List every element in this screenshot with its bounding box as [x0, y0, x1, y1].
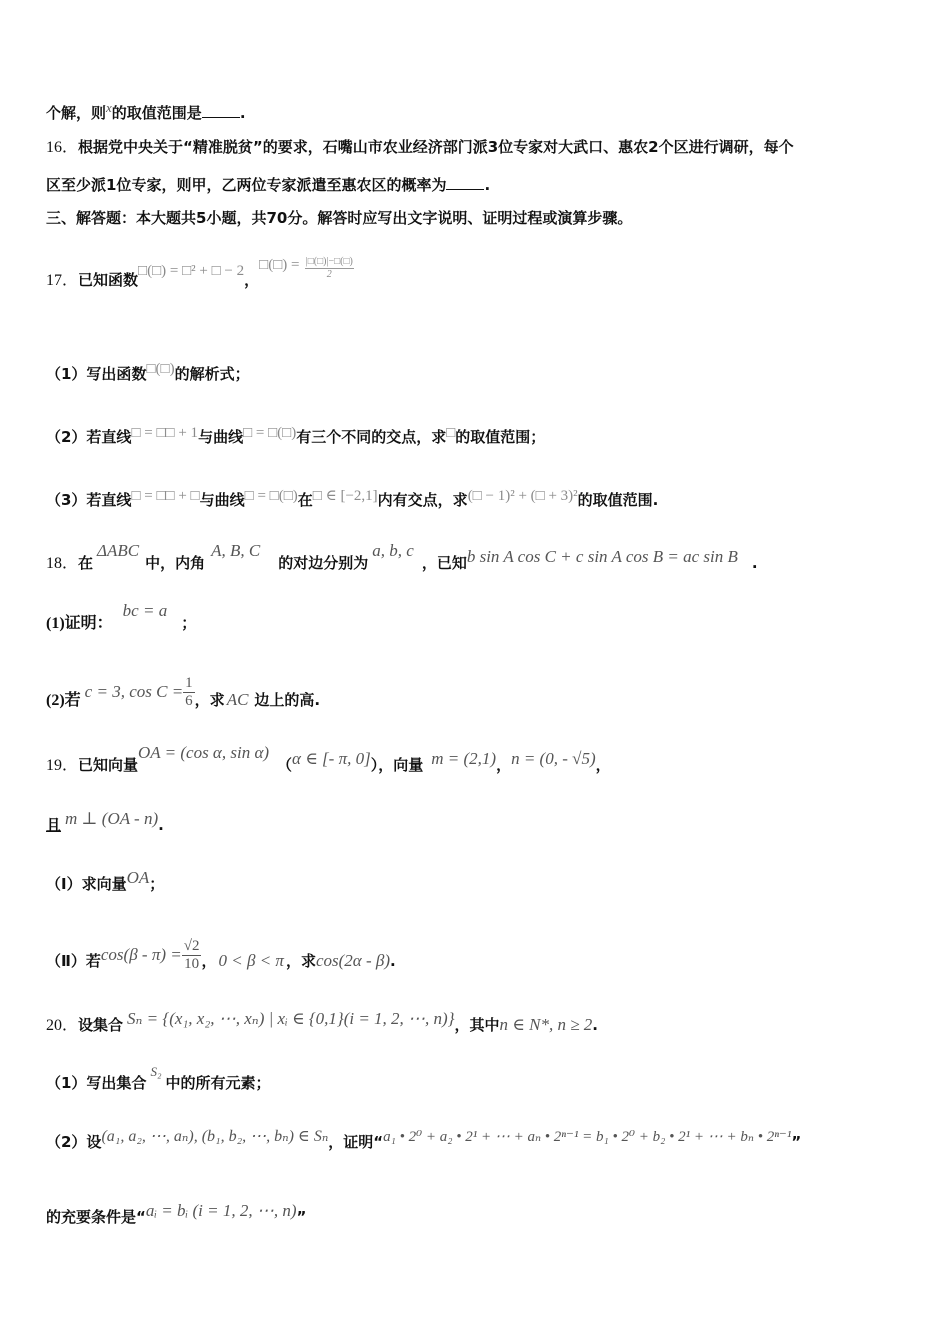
q16-line1 — [46, 137, 794, 158]
math: 0 < β < π — [218, 951, 284, 970]
math: aᵢ = bᵢ (i = 1, 2, ⋯, n) — [145, 1201, 297, 1220]
part-label: (2)若 — [46, 692, 81, 709]
text: 的取值范围. — [577, 491, 659, 509]
part-label: (1)证明： — [46, 615, 113, 632]
part-label: 的充要条件是“ — [46, 1208, 146, 1226]
math: bc = a — [122, 601, 168, 620]
math: c = 3, cos C = — [84, 682, 184, 701]
q17-part3 — [46, 490, 658, 511]
denominator: 6 — [185, 693, 193, 709]
q20-part2 — [46, 1128, 802, 1153]
formula-f: □(□) = □² + □ − 2 — [138, 263, 245, 279]
question-number: 20． — [46, 1017, 79, 1034]
math: S₂ — [150, 1064, 162, 1079]
question-number: 17． — [46, 272, 79, 289]
q18-part1 — [46, 601, 197, 634]
q20-part3 — [46, 1201, 307, 1227]
q17-part2 — [46, 427, 545, 448]
text: ， — [595, 756, 611, 774]
q17-part1 — [46, 361, 250, 385]
q18-line — [46, 541, 758, 574]
text: ，求 — [194, 691, 225, 709]
part-label: （1）写出集合 — [46, 1074, 147, 1092]
question-text: 根据党中央关于“精准脱贫”的要求，石嘴山市农业经济部门派3位专家对大武口、惠农2个区进行调研，每个 — [78, 138, 794, 156]
math: cos(β - π) = — [100, 945, 182, 964]
text: ” — [791, 1133, 802, 1151]
formula: □ — [446, 425, 456, 441]
text: ， — [496, 756, 512, 774]
text: 内有交点，求 — [377, 491, 468, 509]
formula-g-fraction — [305, 256, 354, 281]
denominator: 10 — [184, 956, 200, 972]
math: ΔABC — [97, 541, 140, 560]
math: A, B, C — [211, 541, 261, 560]
text: ； — [149, 875, 165, 893]
answer-blank — [446, 175, 484, 190]
text: ，已知 — [421, 554, 467, 572]
formula: □ = □□ + □ — [131, 488, 200, 504]
text: 中，内角 — [145, 554, 206, 572]
section-header: 三、解答题：本大题共5小题，共70分。解答时应写出文字说明、证明过程或演算步骤。 — [46, 209, 633, 227]
math: n ∈ N*, n ≥ 2 — [499, 1015, 593, 1034]
question-number: 19． — [46, 757, 79, 774]
numerator: 1 — [185, 675, 193, 691]
math: a, b, c — [372, 541, 414, 560]
text: 的取值范围是 — [111, 104, 202, 122]
numerator: √2 — [183, 938, 200, 954]
text: . — [158, 816, 164, 834]
text: ），向量 — [370, 756, 424, 774]
question-text: 已知函数 — [78, 271, 139, 289]
text: 与曲线 — [199, 491, 245, 509]
formula: □ = □(□) — [243, 425, 297, 441]
formula: □ = □□ + 1 — [131, 425, 199, 441]
formula: (□ − 1)² + (□ + 3)² — [467, 488, 578, 504]
text: . — [751, 554, 758, 572]
q16-line2 — [46, 175, 490, 195]
q19-line1 — [46, 743, 611, 776]
formula: □ ∈ [−2,1] — [312, 488, 378, 504]
math: cos(2α - β) — [315, 951, 390, 970]
formula-g-lhs: □(□) = — [259, 257, 300, 273]
text: 已知向量 — [78, 756, 139, 774]
q19-part2 — [46, 938, 396, 979]
q18-part2 — [46, 675, 321, 718]
numerator: |□(□)|−□(□) — [305, 256, 353, 267]
math: m ⊥ (OA - n) — [65, 809, 159, 828]
math: b sin A cos C + c sin A cos B = ac sin B — [466, 547, 738, 566]
q19-line2 — [46, 809, 164, 835]
text: 的解析式； — [174, 365, 250, 383]
text: （ — [277, 756, 293, 774]
text: 设集合 — [78, 1016, 124, 1034]
text: ， — [244, 271, 260, 289]
text: 的取值范围； — [455, 428, 546, 446]
math: AC — [226, 690, 249, 709]
text: ，其中 — [454, 1016, 500, 1034]
math: m = (2,1) — [431, 749, 497, 768]
question-text: 区至少派1位专家，则甲，乙两位专家派遣至惠农区的概率为 — [46, 176, 447, 194]
text: . — [239, 104, 246, 122]
part-label: （Ⅰ）求向量 — [46, 875, 127, 893]
q19-part1 — [46, 868, 165, 894]
answer-blank — [202, 103, 240, 118]
text: 在 — [297, 491, 313, 509]
text: 有三个不同的交点，求 — [296, 428, 447, 446]
q15-tail-line — [46, 100, 246, 124]
text: 与曲线 — [198, 428, 244, 446]
formula: □(□) — [146, 361, 175, 377]
text: 且 — [46, 816, 62, 834]
part-label: （1）写出函数 — [46, 365, 147, 383]
formula: □ = □(□) — [244, 488, 298, 504]
math: OA = (cos α, sin α) — [138, 743, 270, 762]
text: ； — [181, 614, 197, 632]
text: 在 — [78, 554, 94, 572]
text: . — [390, 952, 396, 970]
part-label: （2）若直线 — [46, 428, 132, 446]
text: 中的所有元素； — [165, 1074, 271, 1092]
question-number: 16． — [46, 139, 79, 156]
text: . — [484, 176, 491, 194]
part-label: （Ⅱ）若 — [46, 952, 101, 970]
fraction — [183, 675, 195, 710]
part-label: （3）若直线 — [46, 491, 132, 509]
q20-line1 — [46, 1009, 598, 1036]
math: (a₁, a₂, ⋯, aₙ), (b₁, b₂, ⋯, bₙ) ∈ Sₙ — [101, 1128, 329, 1145]
text: ” — [296, 1208, 307, 1226]
math: Sₙ = {(x₁, x₂, ⋯, xₙ) | xᵢ ∈ {0,1}(i = 1, 2, ⋯, n)} — [127, 1009, 455, 1028]
math-x: x — [106, 100, 112, 115]
text: 边上的高. — [254, 691, 321, 709]
text: ， — [201, 952, 217, 970]
q17-line — [46, 256, 354, 295]
fraction — [182, 938, 202, 973]
text: . — [592, 1016, 598, 1034]
math: α ∈ [- π, 0] — [292, 749, 371, 768]
math: n = (0, - √5) — [511, 749, 596, 768]
text: ，求 — [285, 952, 316, 970]
math: a₁ • 2⁰ + a₂ • 2¹ + ⋯ + aₙ • 2ⁿ⁻¹ = b₁ • 2⁰ + b₂ • 2¹ + ⋯ + bₙ • 2ⁿ⁻¹ — [383, 1129, 792, 1145]
question-number: 18． — [46, 555, 79, 572]
math: OA — [126, 868, 150, 887]
text: 的对边分别为 — [278, 554, 369, 572]
text: ，证明“ — [328, 1133, 384, 1151]
q20-part1 — [46, 1064, 271, 1094]
text: 个解，则 — [46, 104, 107, 122]
denominator: 2 — [326, 269, 332, 280]
part-label: （2）设 — [46, 1133, 102, 1151]
